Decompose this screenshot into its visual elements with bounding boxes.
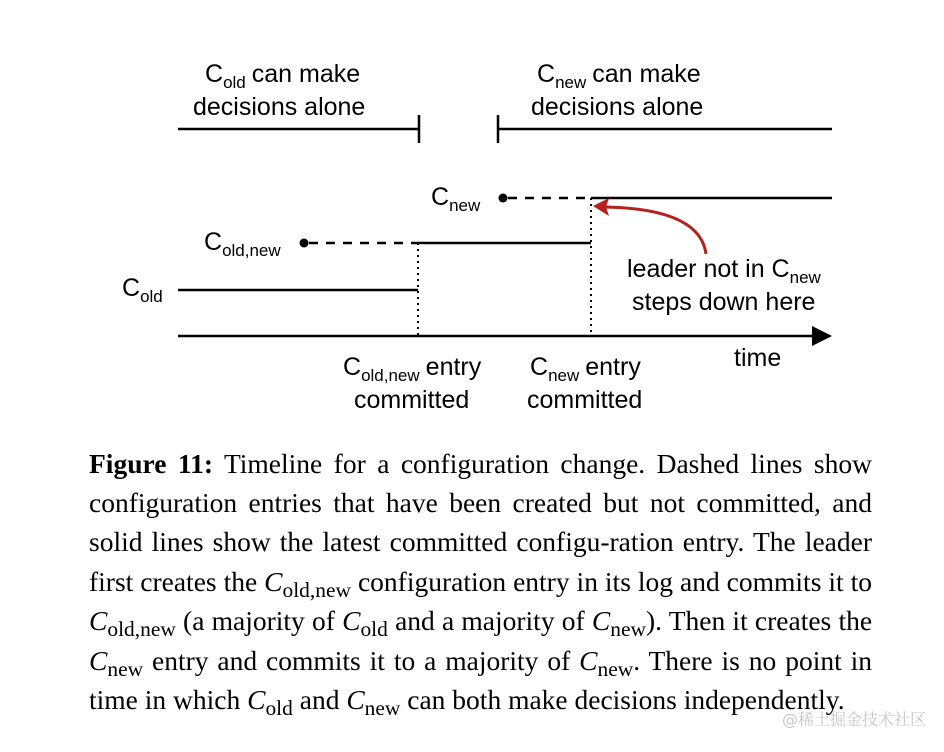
time-axis-label: time (734, 344, 782, 372)
c-new-symbol: $C_{new}$ (346, 683, 401, 720)
c-new-alone-label-line2: decisions alone (531, 93, 704, 121)
c-new-row-label: $C_{new}$ (431, 183, 481, 215)
c-new-symbol: $C_{new}$ (591, 605, 646, 642)
c-oldnew-row-label: $C_{old,new}$ (204, 228, 281, 260)
caption-text-5: ). Then it creates the (645, 605, 873, 637)
c-new-alone-label: $C_{new}$ can make (537, 60, 701, 92)
caption-text-7: . There is no point in time in which (89, 644, 873, 715)
c-old-symbol: $C_{old}$ (342, 605, 388, 642)
leader-note-line1: leader not in $C_{new}$ (627, 255, 821, 287)
leader-step-down-arrow (604, 207, 706, 254)
caption-text-3: (a majority of (183, 605, 335, 637)
caption-text-9: can both make decisions independently. (407, 683, 845, 715)
caption-text-6: entry and commits it to a majority of (151, 644, 571, 676)
caption-text-2: configuration entry in its log and commits it to (357, 565, 873, 597)
c-old-symbol: $C_{old}$ (247, 683, 293, 720)
figure-number: Figure 11: (89, 447, 213, 479)
c-new-symbol: $C_{new}$ (579, 644, 634, 681)
caption-text-1: Timeline for a configuration change. Dashed lines show configuration entries that have been created but not committed, and solid lines show the latest committed configu-ration entry. The leader first creates the (89, 447, 872, 597)
leader-note-line2: steps down here (632, 288, 816, 316)
figure-caption (89, 444, 872, 720)
c-old-row-label: $C_{old}$ (122, 274, 163, 306)
c-new-start-dot (499, 194, 508, 203)
c-oldnew-symbol: $C_{old,new}$ (264, 565, 351, 602)
c-old-alone-label-line2: decisions alone (193, 93, 366, 121)
c-new-commit-label-line2: committed (527, 386, 643, 414)
caption-text-4: and a majority of (395, 605, 585, 637)
c-new-commit-label: $C_{new}$ entry (530, 353, 641, 385)
c-old-alone-label: $C_{old}$ can make (205, 60, 361, 92)
c-oldnew-commit-label: $C_{old,new}$ entry (343, 353, 482, 385)
caption-text-8: and (299, 683, 340, 715)
c-oldnew-symbol: $C_{old,new}$ (89, 605, 176, 642)
c-oldnew-start-dot (300, 239, 309, 248)
c-oldnew-commit-label-line2: committed (354, 386, 470, 414)
c-new-symbol: $C_{new}$ (89, 644, 144, 681)
watermark: @稀土掘金技术社区 (781, 710, 926, 729)
